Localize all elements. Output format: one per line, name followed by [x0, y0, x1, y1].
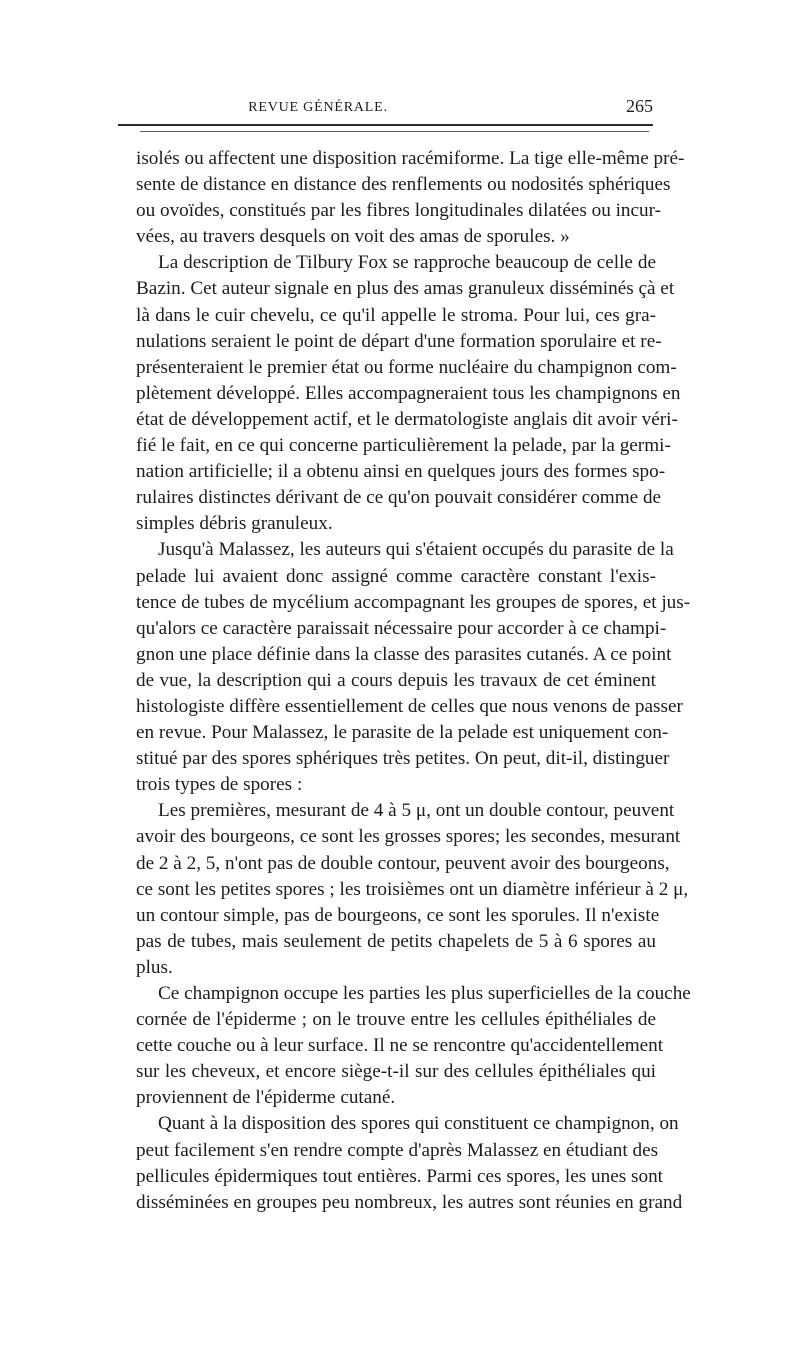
text-line: cornée de l'épiderme ; on le trouve entre les cellules épithéliales de: [136, 1009, 656, 1031]
text-line: simples débris granuleux.: [136, 513, 333, 535]
text-line: histologiste diffère essentiellement de celles que nous venons de passer: [136, 695, 683, 717]
text-line: peut facilement s'en rendre compte d'après Malassez en étudiant des: [136, 1139, 659, 1161]
text-line: ce sont les petites spores ; les troisièmes ont un diamètre inférieur à 2 μ,: [136, 878, 689, 900]
text-line: qu'alors ce caractère paraissait nécessaire pour accorder à ce champi-: [136, 617, 667, 639]
text-line: Bazin. Cet auteur signale en plus des amas granuleux disséminés çà et: [136, 278, 675, 300]
text-line: là dans le cuir chevelu, ce qu'il appelle le stroma. Pour lui, ces gra-: [136, 304, 656, 326]
text-line: fié le fait, en ce qui concerne particulièrement la pelade, par la germi-: [136, 435, 671, 457]
text-line: La description de Tilbury Fox se rapproche beaucoup de celle de: [158, 252, 656, 274]
text-line: état de développement actif, et le dermatologiste anglais dit avoir véri-: [136, 408, 678, 430]
running-title: REVUE GÉNÉRALE.: [248, 100, 388, 115]
text-line: gnon une place définie dans la classe des parasites cutanés. A ce point: [136, 643, 672, 665]
text-line: plètement développé. Elles accompagneraient tous les champignons en: [136, 382, 681, 404]
text-line: en revue. Pour Malassez, le parasite de la pelade est uniquement con-: [136, 722, 669, 744]
text-line: avoir des bourgeons, ce sont les grosses spores; les secondes, mesurant: [136, 826, 681, 848]
text-line: stitué par des spores sphériques très petites. On peut, dit-il, distinguer: [136, 748, 670, 770]
text-line: nulations seraient le point de départ d'une formation sporulaire et re-: [136, 330, 662, 352]
text-line: rulaires distinctes dérivant de ce qu'on pouvait considérer comme de: [136, 487, 662, 509]
body-text: [136, 146, 691, 1216]
text-line: Jusqu'à Malassez, les auteurs qui s'étaient occupés du parasite de la: [158, 539, 674, 561]
header-rule-thin: [140, 131, 649, 132]
header-rule: [118, 124, 653, 126]
text-line: cette couche ou à leur surface. Il ne se rencontre qu'accidentellement: [136, 1035, 664, 1057]
text-line: de vue, la description qui a cours depuis les travaux de cet éminent: [136, 669, 656, 691]
text-line: sur les cheveux, et encore siège-t-il sur des cellules épithéliales qui: [136, 1061, 656, 1083]
text-line: proviennent de l'épiderme cutané.: [136, 1087, 396, 1109]
text-line: ou ovoïdes, constitués par les fibres longitudinales dilatées ou incur-: [136, 200, 662, 222]
text-line: isolés ou affectent une disposition racémiforme. La tige elle-même pré-: [136, 148, 685, 169]
text-line: de 2 à 2, 5, n'ont pas de double contour, peuvent avoir des bourgeons,: [136, 852, 670, 874]
page-number: 265: [626, 96, 653, 116]
text-line: nation artificielle; il a obtenu ainsi en quelques jours des formes spo-: [136, 461, 666, 483]
text-line: sente de distance en distance des renflements ou nodosités sphériques: [136, 174, 671, 196]
text-line: Les premières, mesurant de 4 à 5 μ, ont un double contour, peuvent: [158, 800, 675, 822]
text-line: vées, au travers desquels on voit des amas de sporules. »: [136, 226, 570, 248]
text-line: Quant à la disposition des spores qui constituent ce champignon, on: [158, 1113, 679, 1135]
text-line: pelade lui avaient donc assigné comme caractère constant l'exis-: [136, 565, 656, 587]
page-header: [118, 96, 653, 122]
text-line: Ce champignon occupe les parties les plus superficielles de la couche: [158, 983, 691, 1004]
text-line: plus.: [136, 956, 173, 978]
text-line: disséminées en groupes peu nombreux, les autres sont réunies en grand: [136, 1191, 683, 1213]
text-line: tence de tubes de mycélium accompagnant les groupes de spores, et jus-: [136, 591, 691, 613]
text-line: un contour simple, pas de bourgeons, ce sont les sporules. Il n'existe: [136, 904, 660, 926]
text-line: pas de tubes, mais seulement de petits chapelets de 5 à 6 spores au: [136, 930, 656, 952]
text-line: trois types de spores :: [136, 774, 303, 796]
text-line: pellicules épidermiques tout entières. Parmi ces spores, les unes sont: [136, 1165, 664, 1187]
text-line: présenteraient le premier état ou forme nucléaire du champignon com-: [136, 356, 677, 378]
